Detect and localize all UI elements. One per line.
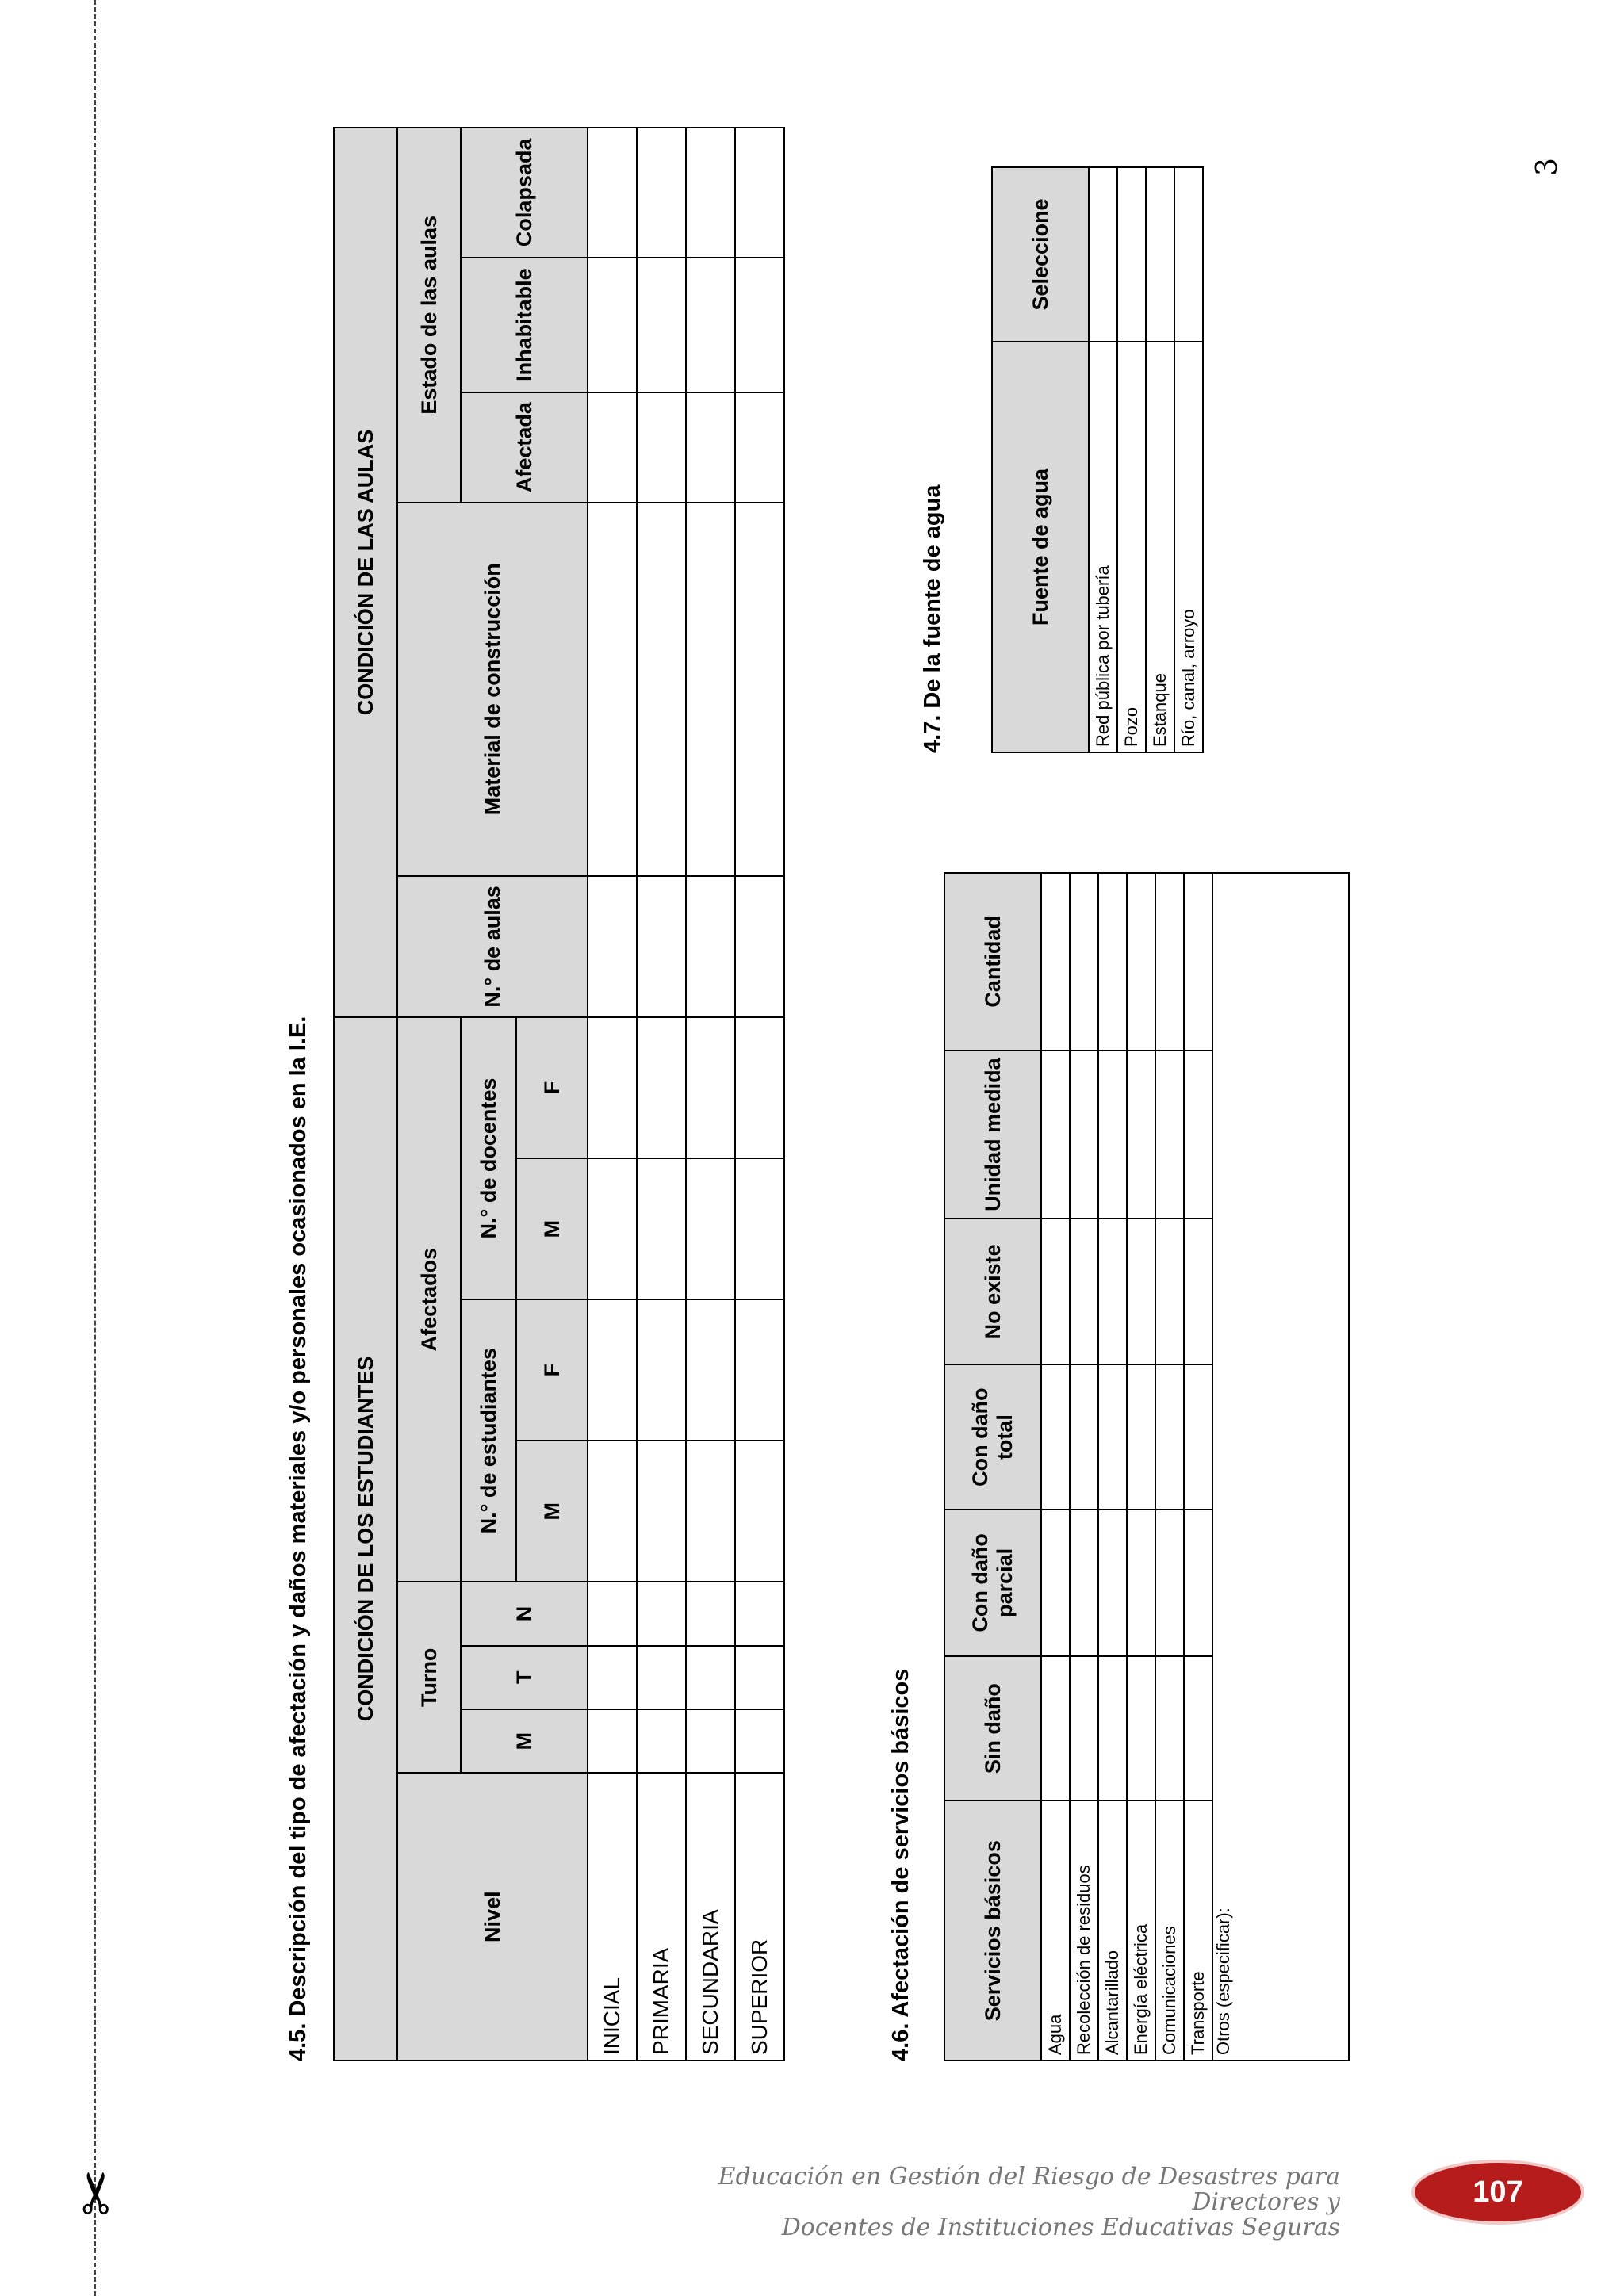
estado-afectada: Afectada xyxy=(461,392,588,503)
services-table xyxy=(944,872,1350,2061)
water-label: Estanque xyxy=(1146,342,1174,752)
table-row xyxy=(1212,873,1349,2061)
turno-n: N xyxy=(461,1582,588,1645)
svc-other[interactable]: Otros (especificar): xyxy=(1212,873,1349,2061)
side-page-mark: 3 xyxy=(1530,158,1564,176)
est-m: M xyxy=(516,1441,588,1582)
table-row xyxy=(686,128,735,2061)
doc-f: F xyxy=(516,1017,588,1158)
footer-line-1: Educación en Gestión del Riesgo de Desastres para Directores y xyxy=(718,2163,1340,2216)
table-row xyxy=(1070,873,1098,2061)
table-row xyxy=(1174,167,1203,752)
table-row xyxy=(1089,167,1117,752)
svc-label: Recolección de residuos xyxy=(1070,1800,1098,2061)
rotated-form xyxy=(285,127,1624,2061)
svc-label: Comunicaciones xyxy=(1155,1800,1184,2061)
svc-header: Con daño total xyxy=(944,1364,1041,1510)
water-label: Pozo xyxy=(1117,342,1146,752)
svc-header: Unidad medida xyxy=(944,1050,1041,1219)
row-label: SECUNDARIA xyxy=(686,1773,735,2061)
nivel-header: Nivel xyxy=(397,1773,588,2061)
table-row xyxy=(1098,873,1127,2061)
docentes-header: N.° de docentes xyxy=(461,1017,516,1299)
estudiantes-header: N.° de estudiantes xyxy=(461,1299,516,1582)
aulas-count-header: N.° de aulas xyxy=(397,876,588,1017)
svc-header: Servicios básicos xyxy=(944,1800,1041,2061)
table-row xyxy=(1117,167,1146,752)
row-label: INICIAL xyxy=(588,1773,637,2061)
scissors-icon: ✂ xyxy=(63,2168,131,2218)
table-row xyxy=(637,128,686,2061)
table-row xyxy=(1127,873,1155,2061)
doc-m: M xyxy=(516,1158,588,1299)
cut-line xyxy=(94,0,96,2296)
water-header: Fuente de agua xyxy=(992,342,1089,752)
svc-label: Energía eléctrica xyxy=(1127,1800,1155,2061)
svc-header: Sin daño xyxy=(944,1656,1041,1801)
estado-header: Estado de las aulas xyxy=(397,128,461,503)
estado-colapsada: Colapsada xyxy=(461,128,588,258)
table-row xyxy=(1184,873,1212,2061)
turno-t: T xyxy=(461,1646,588,1709)
est-f: F xyxy=(516,1299,588,1441)
damage-table xyxy=(333,127,785,2061)
table-row xyxy=(1041,873,1070,2061)
row-label: PRIMARIA xyxy=(637,1773,686,2061)
footer-text xyxy=(603,2164,1340,2241)
water-header: Seleccione xyxy=(992,167,1089,342)
table-row xyxy=(1155,873,1184,2061)
estado-inhabitable: Inhabitable xyxy=(461,258,588,392)
svc-label: Agua xyxy=(1041,1800,1070,2061)
students-group-header: CONDICIÓN DE LOS ESTUDIANTES xyxy=(334,1017,397,2061)
table-row xyxy=(735,128,784,2061)
footer-line-2: Docentes de Instituciones Educativas Seguras xyxy=(781,2214,1340,2241)
turno-header: Turno xyxy=(397,1582,461,1773)
section-47-heading: 4.7. De la fuente de agua xyxy=(920,484,945,753)
water-label: Río, canal, arroyo xyxy=(1174,342,1203,752)
table-row xyxy=(1146,167,1174,752)
water-source-table xyxy=(991,166,1204,753)
row-label: SUPERIOR xyxy=(735,1773,784,2061)
svc-header: No existe xyxy=(944,1219,1041,1364)
afectados-header: Afectados xyxy=(397,1017,461,1582)
rooms-group-header: CONDICIÓN DE LAS AULAS xyxy=(334,128,397,1017)
water-label: Red pública por tubería xyxy=(1089,342,1117,752)
turno-m: M xyxy=(461,1709,588,1773)
section-45-heading: 4.5. Descripción del tipo de afectación y daños materiales y/o personales ocasionados en la I.E. xyxy=(285,1016,311,2061)
section-46-heading: 4.6. Afectación de servicios básicos xyxy=(888,1668,914,2061)
svc-label: Transporte xyxy=(1184,1800,1212,2061)
table-row xyxy=(588,128,637,2061)
svc-label: Alcantarillado xyxy=(1098,1800,1127,2061)
material-header: Material de construcción xyxy=(397,503,588,876)
svc-header: Con daño parcial xyxy=(944,1510,1041,1656)
svc-header: Cantidad xyxy=(944,873,1041,1050)
page-number-badge: 107 xyxy=(1415,2163,1581,2221)
